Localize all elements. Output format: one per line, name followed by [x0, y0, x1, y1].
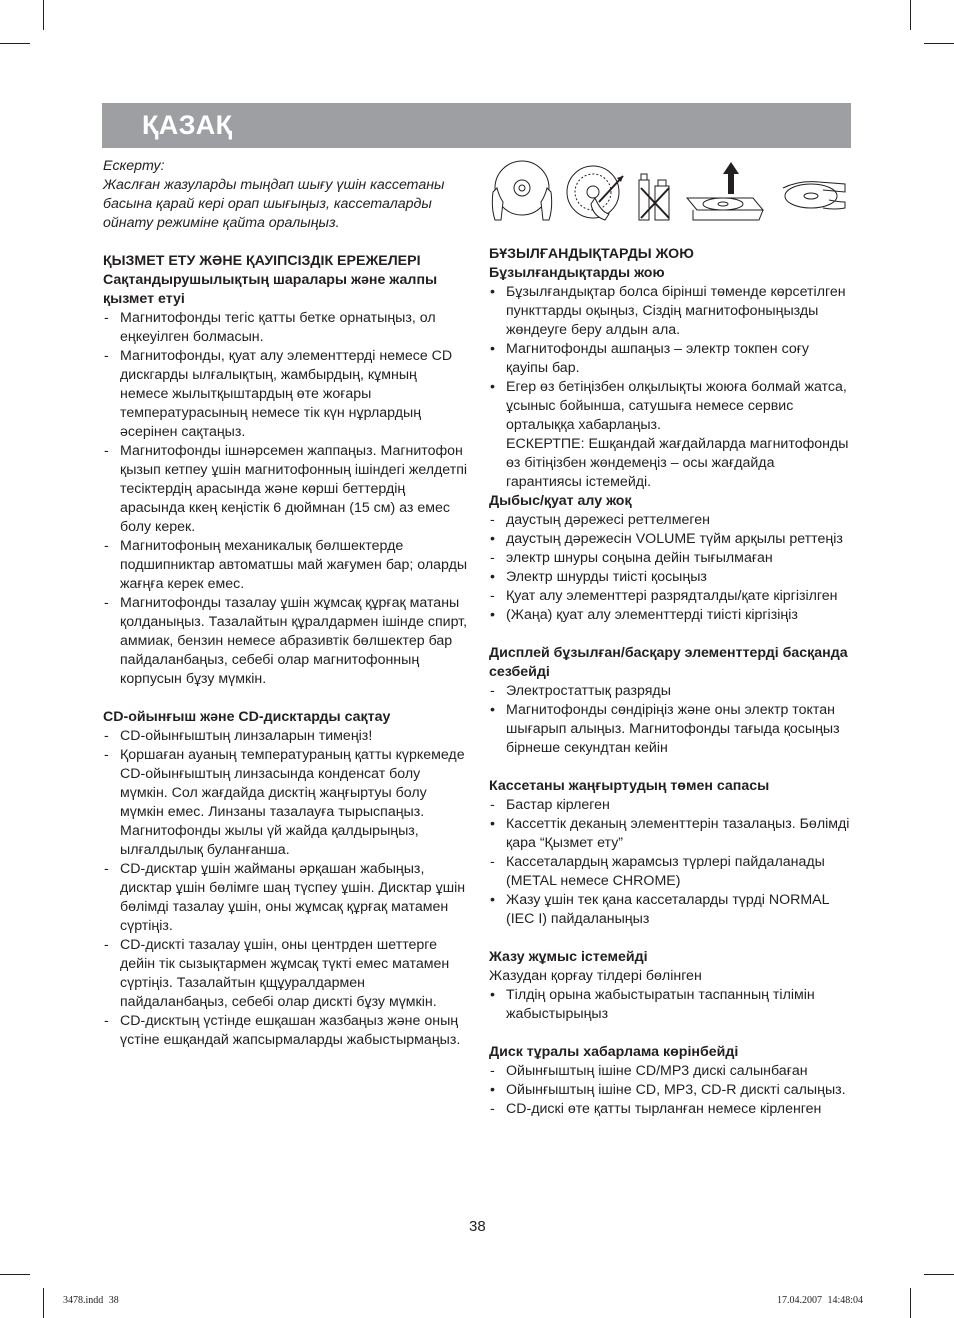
- display-heading: Дисплей бұзылған/басқару элементтерді басқанда сезбейді: [489, 645, 848, 680]
- crop-mark: [0, 1274, 30, 1275]
- list-item: - даустың дәрежесі реттелмеген: [490, 512, 710, 528]
- footer-file: 3478.indd 38: [63, 1295, 119, 1306]
- no-disc-heading: Диск тұралы хабарлама көрінбейді: [489, 1044, 739, 1060]
- list-item: - Электростаттық разряды: [490, 683, 671, 699]
- quality-list: [489, 796, 854, 929]
- warning-note: ЕСКЕРТПЕ: Ешқандай жағдайларда магнитофонды өз бітіңізбен жөндемеңіз – осы жағдайда гарантиясы істемейді.: [506, 436, 849, 490]
- page-number: 38: [469, 1218, 486, 1235]
- list-item: • (Жаңа) қуат алу элементтерді тиісті кіргізіңіз: [490, 607, 798, 623]
- header-bar: [102, 103, 851, 148]
- note-text: Жаслған жазуларды тыңдап шығу үшін кассетаны басына қарай кері орап шығыңыз, кассеталарды ойнату режиміне қайта оралыңыз.: [103, 177, 445, 231]
- list-item: - Қоршаған ауаның температураның қатты күркемеде CD-ойынғыштың линзасында конденсат болу мүмкін. Сол жағдайда дисктің жаңғыртуы болу мүмкін емес. Линзаны тазалауға тырыспаңыз. Магнитофонды жылы үй жайда қалдырыңыз, ылғалдылық буланғанша.: [104, 747, 465, 858]
- list-item: - Магнитофонды тегіс қатты бетке орнатыңыз, ол еңкеуілген болмасын.: [104, 310, 436, 345]
- footer-timestamp: 17.04.2007 14:48:04: [777, 1295, 864, 1306]
- right-column: [489, 245, 854, 1119]
- disc-wipe-icon: [563, 158, 629, 226]
- cd-care-list: [103, 727, 468, 1050]
- list-item: • Егер өз бетіңізбен олқылықты жоюға болмай жатса, ұсыныс бойынша, сатушыға немесе сервис орталыққа хабарлаңыз. ЕСКЕРТПЕ: Ешқандай жағдайларда магнитофонды өз бітіңізбен жөндемеңіз – осы жағдайда гарантиясы істемейді.: [490, 379, 849, 490]
- no-sound-list: [489, 511, 854, 625]
- list-item: - Магнитофонды тазалау ұшін жұмсақ құрғақ матаны қолданыңыз. Тазалайтын құралдармен ішінде спирт, аммиак, бензин немесе абразивтік бөлшектер бар пайдаланбаңыз, себебі олар магнитофонның корпусын бұзу мүмкін.: [104, 595, 468, 687]
- safety-subheading: Сақтандырушылықтың шаралары және жалпы қызмет етуі: [103, 272, 438, 307]
- list-item: - Кассеталардың жарамсыз түрлері пайдаланады (METAL немесе CHROME): [490, 854, 825, 889]
- page-title: ҚАЗАҚ: [142, 110, 233, 140]
- cd-handling-illustrations: [489, 158, 851, 226]
- list-item: - Ойынғыштың ішіне CD/MP3 дискі салынбаған: [490, 1063, 808, 1079]
- safety-list: [103, 309, 468, 689]
- list-item: • Жазу ұшін тек қана кассеталарды түрді NORMAL (IEC I) пайдаланыңыз: [490, 892, 830, 927]
- no-disc-list: [489, 1062, 854, 1119]
- list-item: - CD-дисктың үстінде ешқашан жазбаңыз және оның үстіне ешқандай жапсырмаларды жабыстырмаңыз.: [104, 1013, 461, 1048]
- list-item: • даустың дәрежесін VOLUME түйм арқылы реттеңіз: [490, 531, 843, 547]
- list-item: • Кассеттік деканың элементтерін тазалаңыз. Бөлімді қара “Қызмет ету”: [490, 816, 850, 851]
- list-item: - Магнитофонды ішнәрсемен жаппаңыз. Магнитофон қызып кетпеу ұшін магнитофонның ішіндегі желдетпі тесіктердің арасында және көрші беттердің арасында ккең кеңістік 6 дюймнан (15 см) аз емес болу керек.: [104, 443, 468, 535]
- left-column: [103, 157, 468, 1050]
- crop-mark: [910, 1288, 911, 1318]
- record-list: [489, 986, 854, 1024]
- troubleshooting-subheading: Бұзылғандықтарды жою: [489, 265, 665, 281]
- crop-mark: [43, 1288, 44, 1318]
- list-item: • Магнитофонды сөндіріңіз және оны электр токтан шығарып алыңыз. Магнитофонды тағыда қосыңыз бірнеше секундтан кейін: [490, 702, 840, 756]
- display-list: [489, 682, 854, 758]
- safety-heading: ҚЫЗМЕТ ЕТУ ЖӘНЕ ҚАУІПСІЗДІК ЕРЕЖЕЛЕРІ: [103, 253, 421, 269]
- crop-mark: [924, 43, 954, 44]
- list-item: • Тілдің орына жабыстыратын таспанның тілімін жабыстырыңыз: [490, 987, 815, 1022]
- no-spray-icon: [637, 158, 673, 226]
- list-item: - электр шнуры соңына дейін тығылмаған: [490, 550, 773, 566]
- list-item: - CD-ойынғыштың линзаларын тимеңіз!: [104, 728, 373, 744]
- list-item: • Ойынғыштың ішіне CD, MP3, CD-R дискті салыңыз.: [490, 1082, 846, 1098]
- list-item: • Бұзылғандықтар болса бірінші төменде көрсетілген пункттарды оқыңыз, Сіздің магнитофоныңызды жөндеуге беру алдын ала.: [490, 284, 846, 338]
- record-line: Жазудан қорғау тілдері бөлінген: [489, 968, 702, 984]
- crop-mark: [910, 0, 911, 30]
- troubleshooting-heading: БҰЗЫЛҒАНДЫҚТАРДЫ ЖОЮ: [489, 246, 694, 262]
- crop-mark: [43, 0, 44, 30]
- troubleshooting-intro-list: [489, 283, 854, 492]
- no-sound-heading: Дыбыс/қуат алу жоқ: [489, 493, 632, 509]
- list-item: • Электр шнурды тиісті қосыңыз: [490, 569, 707, 585]
- record-heading: Жазу жұмыс істемейді: [489, 949, 648, 965]
- list-item: - Магнитофонды, қуат алу элементтерді немесе CD дискгарды ылғалықтың, жамбырдың, кұмның немесе жылытқыштардың өте жоғары температурасының немесе тік күн нұрлардың әсерінен сақтаңыз.: [104, 348, 453, 440]
- list-item: - CD-дискі өте қатты тырланған немесе кірленген: [490, 1101, 822, 1117]
- disc-in-hand-icon: [779, 158, 849, 226]
- note-title: Ескерту:: [103, 158, 165, 174]
- list-item: - Қуат алу элементтері разрядталды/қате кіргізілген: [490, 588, 838, 604]
- disc-hold-icon: [489, 158, 555, 226]
- crop-mark: [0, 43, 30, 44]
- list-item: - CD-дисктар ұшін жайманы әрқашан жабыңыз, дисктар ұшін бөлімге шаң түспеу ұшін. Дисктар ұшін бөлімді тазалау ұшін, оны жұмсақ құрғақ матамен сүртіңіз.: [104, 861, 466, 934]
- list-item: - Магнитофоның механикалық бөлшектерде подшипниктар автоматшы май жағумен бар; оларды жағңға керек емес.: [104, 538, 468, 592]
- crop-mark: [924, 1274, 954, 1275]
- list-item: • Магнитофонды ашпаңыз – электр токпен соғу қауіпы бар.: [490, 341, 809, 376]
- list-item: - CD-дискті тазалау ұшін, оны центрден шеттерге дейін тік сызықтармен жұмсақ түкті емес матамен сүртіңіз. Тазалайтын қщұуралдармен пайдаланбаңыз, себебі олар дискті бұзу мүмкін.: [104, 937, 450, 1010]
- quality-heading: Кассетаны жаңғыртудың төмен сапасы: [489, 778, 770, 794]
- disc-tray-eject-icon: [683, 158, 767, 226]
- cd-care-heading: CD-ойынғыш және CD-дисктарды сақтау: [103, 709, 391, 725]
- list-item: - Бастар кірлеген: [490, 797, 610, 813]
